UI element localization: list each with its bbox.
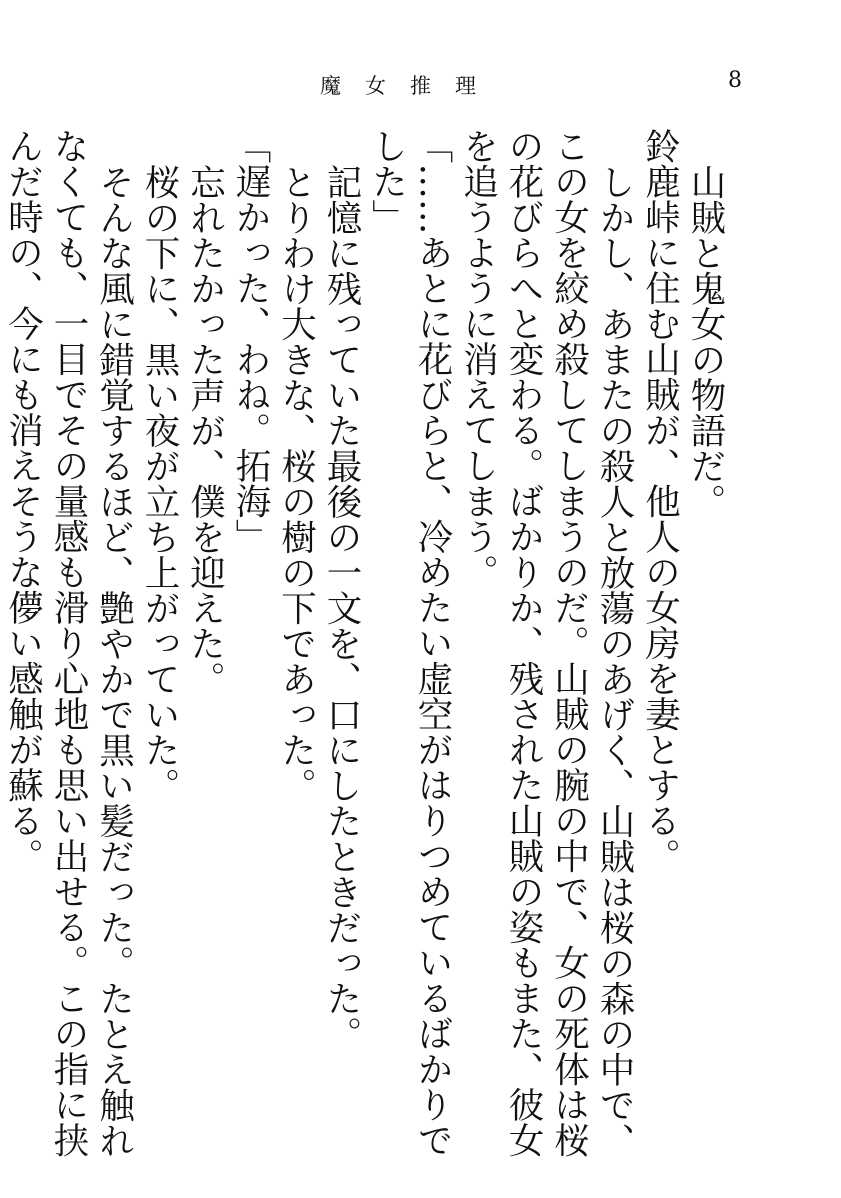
paragraph: 「……あとに花びらと、冷めたい虚空がはりつめているばかりでした」 — [366, 128, 453, 1158]
paragraph: そんな風に錯覚するほど、艶やかで黒い髪だった。たとえ触れなくても、一目でその量感も滑り心地も思い出せる。この指に挟んだ時の、今にも消えそうな儚い感触が蘇る。 — [2, 128, 135, 1158]
paragraph: 「遅かった、わね。拓海」 — [230, 128, 271, 554]
paragraph: とりわけ大きな、桜の樹の下であった。 — [275, 163, 317, 803]
paragraph: 鈴鹿峠に住む山賊が、他人の女房を妻とする。 — [639, 128, 681, 874]
paragraph: しかし、あまたの殺人と放蕩のあげく、山賊は桜の森の中で、この女を絞め殺してしまうのだ。山賊の腕の中で、女の死体は桜の花びらへと変わる。ばかりか、残された山賊の姿もまた、彼女を追うように消えてしまう。 — [457, 128, 635, 1158]
running-title: 魔女推理 — [320, 74, 500, 98]
page-number: 8 — [728, 68, 742, 93]
paragraph: 山賊と鬼女の物語だ。 — [685, 163, 726, 519]
paragraph: 忘れたかった声が、僕を迎えた。 — [184, 163, 226, 696]
page-header — [0, 62, 841, 102]
vertical-body-text — [2, 128, 728, 1158]
paragraph: 記憶に残っていた最後の一文を、口にしたときだった。 — [321, 163, 362, 1051]
paragraph: 桜の下に、黒い夜が立ち上がっていた。 — [139, 163, 180, 803]
